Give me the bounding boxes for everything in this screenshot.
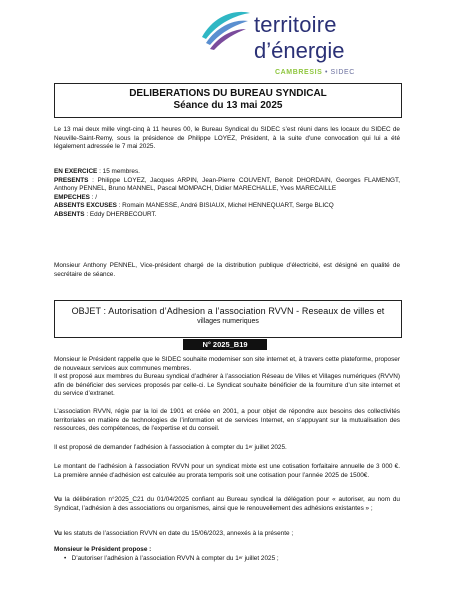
logo-subtitle: CAMBRESIS • SIDEC <box>275 69 355 76</box>
intro-paragraph: Le 13 mai deux mille vingt-cinq à 11 heures 00, le Bureau Syndical du SIDEC s’est réuni dans les locaux du SIDEC de Neuville-Saint-Remy, sous la présidence de Philippe LOYEZ, Président, à la suite d’une convocation qui lui a été légalement adressée le 7 mai 2025. <box>54 126 400 151</box>
presents-line: PRESENTS : Philippe LOYEZ, Jacques ARPIN, Jean-Pierre COUVENT, Benoit DHORDAIN, Georges FLAMENGT, Anthony PENNEL, Bruno MANNEL, Pascal MOMPACH, Didier MARECHALLE, Yves MARECAILLE <box>54 176 400 193</box>
objet-line-1: OBJET : Autorisation d’Adhesion a l’association RVVN - Reseaux de villes et <box>71 306 385 316</box>
paragraph-association-description: L’association RVVN, régie par la loi de 1901 et créée en 2001, a pour objet de répondre aux besoins des collectivités territoriales en matière de technologies de l’information et de services Internet, en s’appuyant sur la mutualisation des ressources, des compétences, de l’expertise et du conseil. <box>54 408 400 433</box>
paragraph-vu-statuts: Vu les statuts de l’association RVVN en date du 15/06/2023, annexés à la présente ; <box>54 530 294 537</box>
session-date: Séance du 13 mai 2025 <box>173 100 283 111</box>
paragraph-president-propose: Monsieur le Président propose : <box>54 546 152 553</box>
paragraph-adhesion-proposal: Il est proposé aux membres du Bureau syndical d’adhérer à l’association Réseau de Villes et Villages numériques (RVVN) afin de bénéficier des services proposés par celle-ci. Le Syndicat souhaite bénéficier de la fourniture d’un site internet et du service d’extranet. <box>54 373 400 398</box>
logo-word-territoire: territoire <box>254 12 337 37</box>
absents-line: ABSENTS : Eddy DHERBECOURT. <box>54 210 157 218</box>
objet-line-2: villages numeriques <box>197 318 259 325</box>
absents-excuses-line: ABSENTS EXCUSES : Romain MANESSE, André BISIAUX, Michel HENNEQUART, Serge BLICQ <box>54 202 334 210</box>
territoire-energie-logo <box>196 7 396 85</box>
paragraph-president-recall: Monsieur le Président rappelle que le SIDEC souhaite moderniser son site internet et, à travers cette plateforme, proposer de nouveaux services aux communes membres. <box>54 356 400 372</box>
paragraph-cotisation: Le montant de l’adhésion à l’association RVVN pour un syndicat mixte est une cotisation forfaitaire annuelle de 3 000 €. La première année d’adhésion est calculée au prorata temporis soit une cotisation pour l’année 2025 de 1500€. <box>54 463 400 479</box>
document-title: DELIBERATIONS DU BUREAU SYNDICAL <box>129 88 327 99</box>
secretary-paragraph: Monsieur Anthony PENNEL, Vice-président chargé de la distribution publique d’électricité, est désigné en qualité de secrétaire de séance. <box>54 262 400 278</box>
attendance-block <box>54 168 400 220</box>
objet-box <box>54 300 402 338</box>
empeches-line: EMPECHES : / <box>54 193 97 201</box>
deliberation-number-badge: N° 2025_B19 <box>183 339 267 350</box>
deliberations-title-box <box>54 83 402 118</box>
proposal-bullet-item: • D’autoriser l’adhésion à l’association RVVN à compter du 1er juillet 2025 ; <box>64 555 279 562</box>
paragraph-vu-deliberation: Vu la délibération n°2025_C21 du 01/04/2025 confiant au Bureau syndical la délégation pour « autoriser, au nom du Syndicat, l’adhésion à des associations ou organismes, ainsi que le renouvellement des adhésions existantes » ; <box>54 496 400 512</box>
en-exercice-line: EN EXERCICE : 15 membres. <box>54 168 140 175</box>
swoosh-logo-icon <box>196 7 252 51</box>
logo-word-energie: d’énergie <box>254 38 345 63</box>
paragraph-start-date: Il est proposé de demander l’adhésion à l’association à compter du 1er juillet 2025. <box>54 444 287 451</box>
